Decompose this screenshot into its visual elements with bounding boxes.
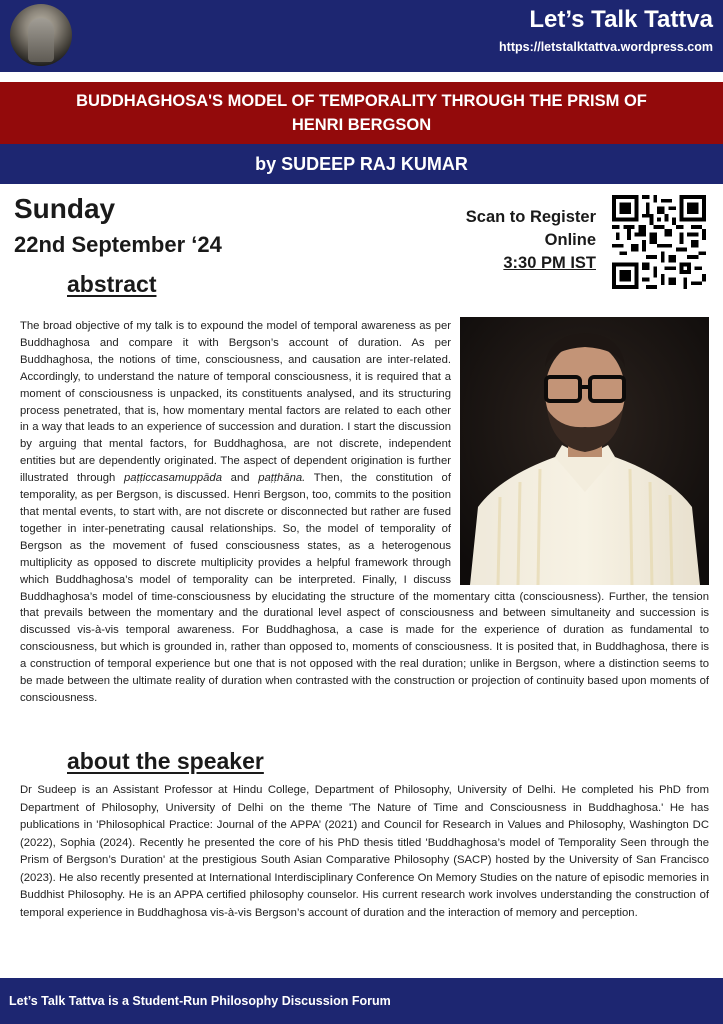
event-day: Sunday xyxy=(14,193,116,224)
event-time: 3:30 PM IST xyxy=(503,254,596,272)
talk-title-band xyxy=(0,82,723,144)
qr-code-icon[interactable] xyxy=(612,195,706,289)
brand-url[interactable]: https://letstalktattva.wordpress.com xyxy=(499,40,713,54)
abstract-term-paticcasamuppada: paṭṭiccasamuppāda xyxy=(124,472,222,485)
speaker-bio: Dr Sudeep is an Assistant Professor at Hindu College, Department of Philosophy, University of Delhi. He completed his PhD from Department of Philosophy, University of Delhi on the theme 'The Nature of Time and Consciousness in Buddhaghosa.' He has publications in 'Philosophical Practice: Journal of the APPA’ (2021) and Council for Research in Values and Philosophy, Washington DC (2022), Sophia (2024). Recently he presented the core of his PhD thesis titled 'Buddhaghosa’s model of Temporality Seen through the Prism of Bergson’s Duration' at the prestigious South Asian Comparative Philosophy (SACP) hosted by the University of San Francisco (2023). He also recently presented at International Interdisciplinary Conference On Memory Studies on the nature of episodic memories in Buddhist Philosophy. He is an APPA certified philosophy counselor. His current research work involves understanding the construction of temporal experience in Buddhaghosa vis-à-vis Bergson’s account of duration and the interaction of memory and perception. xyxy=(20,784,709,919)
footer-band: Let’s Talk Tattva is a Student-Run Philosophy Discussion Forum xyxy=(0,978,723,1024)
speaker-line: by SUDEEP RAJ KUMAR xyxy=(0,144,723,184)
speaker-heading: about the speaker xyxy=(67,748,264,774)
header-band xyxy=(0,0,723,72)
talk-title: BUDDHAGHOSA'S MODEL OF TEMPORALITY THROUGH THE PRISM OF HENRI BERGSON xyxy=(76,92,647,134)
brand-block xyxy=(499,6,713,56)
event-date: 22nd September ‘24 xyxy=(14,232,222,257)
register-line1: Scan to Register xyxy=(465,208,596,226)
abstract-heading: abstract xyxy=(67,271,157,297)
register-line2: Online xyxy=(544,231,596,249)
brand-title: Let’s Talk Tattva xyxy=(529,6,713,33)
abstract-text xyxy=(20,318,709,707)
meditating-figure-logo-icon xyxy=(10,4,72,66)
abstract-term-patthana: paṭṭhāna. xyxy=(258,472,306,485)
abstract-text-part1: The broad objective of my talk is to expound the model of temporal awareness as per Buddhaghosa and compare it with Bergson’s account of duration. As per Buddhaghosa, the notions of time, consciousness, and causation are inter-related. Accordingly, to understand the nature of temporal consciousness, it is required that a moment of consciousness is unpacked, its constituents analysed, and its structuring process penetrated, that is, how momentary mental factors are related to each other in a way that leads to an experience of succession and duration. I start the discussion by arguing that mental factors, for Buddhaghosa, are not discrete, independent entities but are dependently originated. The aspect of dependent origination is further illustrated through xyxy=(20,320,451,485)
abstract-connector: and xyxy=(222,472,259,485)
abstract-text-part2: Then, the constitution of temporality, as per Bergson, is discussed. Henri Bergson, too, commits to the position that mental events, to start with, are not discrete or disconnected but rather are fused together in inter-penetrating causal relationships. So, the model of temporality of Bergson as the movement of fused consciousness states, as a heterogenous multiplicity as opposed to discrete multiplicity provides a helpful framework through which Buddhaghosa’s model of temporality can be interpreted. Finally, I discuss Buddhaghosa’s model of time-consciousness by elucidating the structure of the momentary citta (consciousness). Further, the tension that prevails between the momentary and the durational level aspect of consciousness and between simultaneity and succession is discussed vis-à-vis temporal awareness. For Buddhaghosa, a case is made for the experience of duration as fundamental to consciousness, but which is grounded in, rather than opposed to, moments of consciousness. It is posited that, in Buddhaghosa, there is a construction of temporal experience but one that is not opposed with the real duration; unlike in Bergson, where a distinction seems to be made between the ultimate reality of duration when contrasted with the construction or projection of continuity based upon moments of consciousness. xyxy=(20,472,709,704)
register-block xyxy=(466,206,596,275)
